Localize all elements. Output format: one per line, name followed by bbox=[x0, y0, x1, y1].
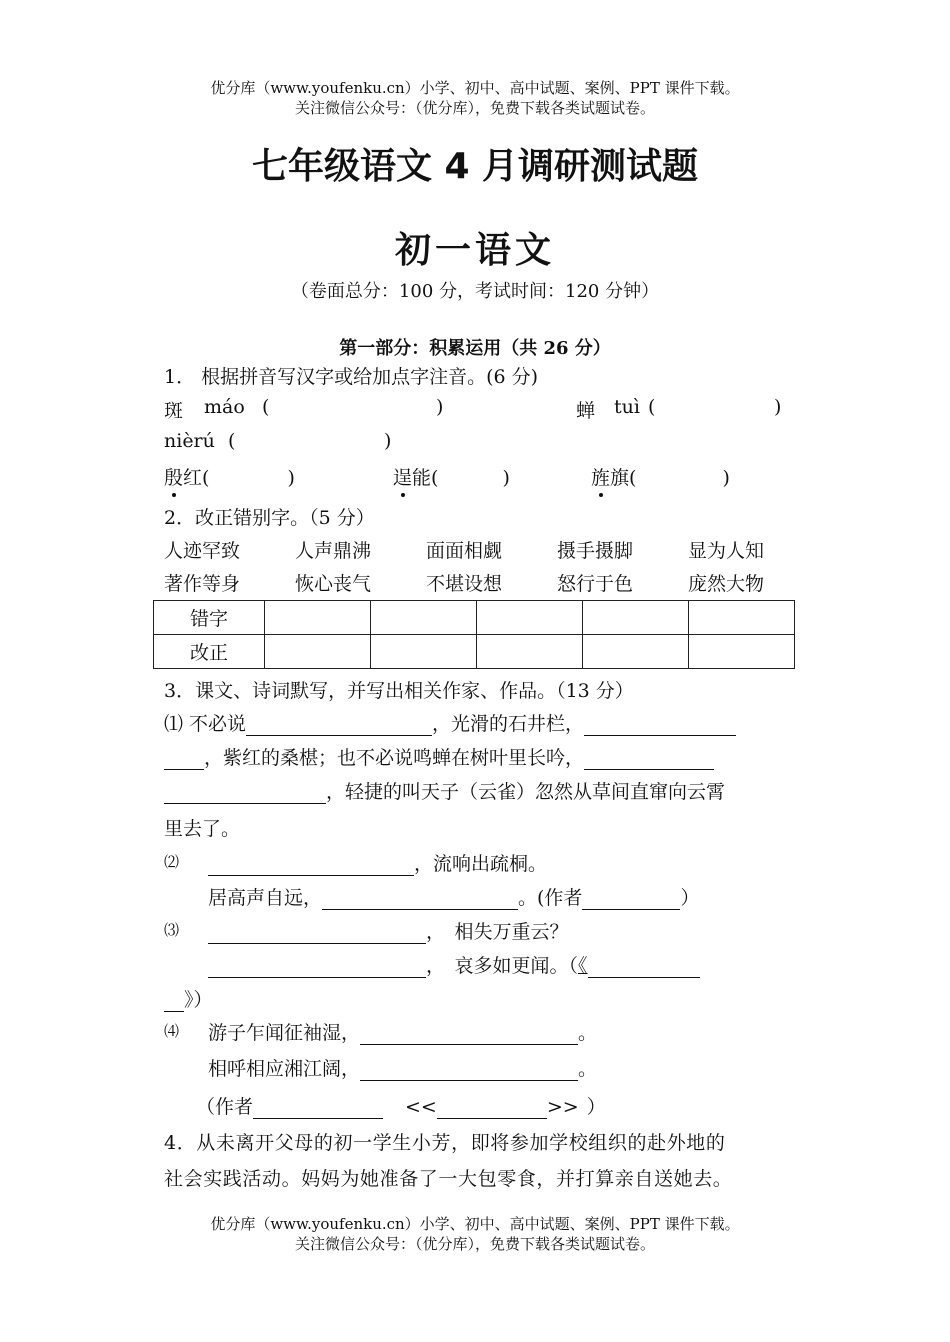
q1-d-rparen: ) bbox=[287, 467, 295, 489]
q2-word: 显为人知 bbox=[688, 540, 765, 562]
q2-word: 庞然大物 bbox=[688, 573, 765, 595]
q3-s3-text: 《 bbox=[578, 955, 588, 977]
header-line-2: 关注微信公众号：（优分库），免费下载各类试题试卷。 bbox=[294, 99, 655, 117]
table-row bbox=[154, 635, 795, 669]
q3-s4-text: >> bbox=[546, 1096, 579, 1118]
q1-c-lparen: ( bbox=[228, 430, 236, 452]
q1-a-answer[interactable] bbox=[272, 398, 432, 420]
q1-f-dotted-char: 旌 bbox=[591, 463, 610, 490]
q3-s3-blank-2[interactable] bbox=[208, 957, 426, 978]
q3-s1-line3 bbox=[164, 777, 725, 804]
q3-s2-author-blank[interactable] bbox=[582, 889, 680, 910]
q3-s4-author-blank[interactable] bbox=[253, 1098, 383, 1119]
q2-word: 恢心丧气 bbox=[295, 573, 372, 595]
q2-cell[interactable] bbox=[689, 635, 795, 669]
q3-s4-work-blank[interactable] bbox=[437, 1098, 547, 1119]
q1-f bbox=[591, 463, 730, 490]
q3-s4-text: 游子乍闻征袖湿， bbox=[208, 1022, 361, 1044]
q1-b-rparen: ) bbox=[774, 396, 782, 418]
q2-cell[interactable] bbox=[583, 635, 689, 669]
q2-answer-table bbox=[153, 600, 795, 669]
q1-e-char: 能 bbox=[412, 467, 432, 489]
q1-b-lparen: ( bbox=[648, 396, 656, 418]
q3-s4-text: ） bbox=[586, 1096, 606, 1118]
q2-cell[interactable] bbox=[689, 601, 795, 635]
q3-s3-work-blank[interactable] bbox=[588, 957, 700, 978]
q1-b-char: 蝉 bbox=[576, 400, 596, 422]
footer-line-2: 关注微信公众号：（优分库），免费下载各类试题试卷。 bbox=[294, 1235, 655, 1253]
q1-d-dotted-char: 殷 bbox=[164, 463, 183, 490]
q3-s4-text: << bbox=[405, 1096, 437, 1118]
part1-heading: 第一部分：积累运用（共 26 分） bbox=[339, 338, 611, 359]
q4-line-2: 社会实践活动。妈妈为她准备了一大包零食，并打算亲自送她去。 bbox=[164, 1168, 733, 1190]
q3-s1-text: ⑴ 不必说 bbox=[164, 713, 247, 735]
q1-f-rparen: ) bbox=[722, 467, 730, 489]
footer-line-1: 优分库（www.youfenku.cn）小学、初中、高中试题、案例、PPT 课件下载。 bbox=[210, 1215, 740, 1233]
q3-s4-blank-2[interactable] bbox=[360, 1060, 578, 1081]
q2-cell[interactable] bbox=[265, 635, 371, 669]
q2-cell[interactable] bbox=[265, 601, 371, 635]
q1-e-lparen: ( bbox=[431, 467, 439, 489]
q2-cell[interactable] bbox=[477, 635, 583, 669]
q2-word: 面面相觑 bbox=[426, 540, 503, 562]
q2-word: 人声鼎沸 bbox=[295, 540, 372, 562]
q3-s2-text: 。(作者 bbox=[518, 887, 583, 909]
q1-d-char: 红 bbox=[183, 467, 203, 489]
q3-s2-num: ⑵ bbox=[164, 853, 180, 871]
q2-word: 著作等身 bbox=[164, 573, 241, 595]
q3-s3-text: ， 哀多如更闻。（ bbox=[426, 955, 579, 977]
q3-s4-line2 bbox=[208, 1054, 597, 1081]
q3-s1-blank-2[interactable] bbox=[584, 715, 736, 736]
q1-e bbox=[393, 463, 510, 490]
q2-cell[interactable] bbox=[583, 601, 689, 635]
q3-s2-text: ） bbox=[680, 887, 700, 909]
q3-s2-blank-1[interactable] bbox=[208, 855, 414, 876]
q2-cell[interactable] bbox=[477, 601, 583, 635]
q3-s4-line3 bbox=[196, 1092, 606, 1119]
q2-word: 摄手摄脚 bbox=[557, 540, 634, 562]
q1-b-answer[interactable] bbox=[660, 398, 770, 420]
q1-a-lparen: ( bbox=[262, 396, 270, 418]
q3-s1-line2 bbox=[164, 743, 714, 770]
q3-s1-blank-1[interactable] bbox=[246, 715, 432, 736]
q3-s1-blank-3-cont[interactable] bbox=[164, 783, 326, 804]
header-line-1: 优分库（www.youfenku.cn）小学、初中、高中试题、案例、PPT 课件下载。 bbox=[210, 79, 740, 97]
q1-c-pinyin: nièrú bbox=[164, 430, 215, 452]
q2-row-label: 改正 bbox=[154, 635, 265, 669]
q2-word: 不堪设想 bbox=[426, 573, 503, 595]
q3-s3-blank-1[interactable] bbox=[208, 923, 426, 944]
q3-s4-text: 。 bbox=[578, 1058, 598, 1080]
q3-prompt: 3．课文、诗词默写，并写出相关作家、作品。（13 分） bbox=[164, 680, 634, 702]
q1-c-rparen: ) bbox=[384, 430, 392, 452]
q1-f-lparen: ( bbox=[629, 467, 637, 489]
q1-d bbox=[164, 463, 295, 490]
q3-s4-text: 。 bbox=[578, 1022, 598, 1044]
q2-row-label: 错字 bbox=[154, 601, 265, 635]
q2-word: 人迹罕致 bbox=[164, 540, 241, 562]
page-title: 七年级语文 4 月调研测试题 bbox=[251, 146, 699, 187]
q1-e-rparen: ) bbox=[502, 467, 510, 489]
q3-s3-text: ， 相失万重云？ bbox=[426, 921, 569, 943]
q3-s4-line1 bbox=[208, 1018, 597, 1045]
q3-s2-blank-2[interactable] bbox=[322, 889, 518, 910]
q3-s3-line3 bbox=[164, 985, 213, 1012]
q4-line-1: 4．从未离开父母的初一学生小芳，即将参加学校组织的赴外地的 bbox=[164, 1132, 726, 1154]
q3-s4-text: （作者 bbox=[196, 1096, 254, 1118]
q3-s3-num: ⑶ bbox=[164, 921, 180, 939]
q1-d-lparen: ( bbox=[202, 467, 210, 489]
q1-a-char: 斑 bbox=[164, 400, 184, 422]
q3-s2-line2 bbox=[208, 883, 699, 910]
q2-cell[interactable] bbox=[371, 601, 477, 635]
q1-e-dotted-char: 逞 bbox=[393, 463, 412, 490]
q3-s1-blank-2-cont[interactable] bbox=[164, 749, 204, 770]
q2-word: 怒行于色 bbox=[557, 573, 634, 595]
q3-s1-text: ，紫红的桑椹；也不必说鸣蝉在树叶里长吟， bbox=[204, 747, 585, 769]
q3-s4-blank-1[interactable] bbox=[360, 1024, 578, 1045]
q3-s4-text: 相呼相应湘江阔， bbox=[208, 1058, 361, 1080]
q1-c-answer[interactable] bbox=[240, 432, 380, 454]
q1-f-char: 旗 bbox=[610, 467, 630, 489]
q3-s3-line1 bbox=[208, 917, 569, 944]
exam-info: （卷面总分：100 分，考试时间：120 分钟） bbox=[290, 281, 660, 302]
q1-b-pinyin: tuì bbox=[614, 396, 640, 418]
q3-s2-text: 居高声自远， bbox=[208, 887, 323, 909]
q1-a-pinyin: máo bbox=[204, 396, 245, 418]
table-row bbox=[154, 601, 795, 635]
q3-s4-num: ⑷ bbox=[164, 1022, 180, 1040]
q1-prompt: 1． 根据拼音写汉字或给加点字注音。(6 分) bbox=[164, 366, 539, 388]
q3-s3-text: 》） bbox=[184, 989, 213, 1011]
q2-cell[interactable] bbox=[371, 635, 477, 669]
q3-s1-blank-3[interactable] bbox=[584, 749, 714, 770]
q3-s1-line1 bbox=[164, 709, 736, 736]
q2-prompt: 2．改正错别字。（5 分） bbox=[164, 507, 375, 529]
q3-s3-line2 bbox=[208, 951, 700, 978]
q1-a-rparen: ) bbox=[436, 396, 444, 418]
q3-s2-text: ，流响出疏桐。 bbox=[414, 853, 548, 875]
q3-s3-work-blank-cont[interactable] bbox=[164, 991, 184, 1012]
page-subtitle: 初一语文 bbox=[394, 229, 555, 271]
q3-s1-text: ，光滑的石井栏， bbox=[432, 713, 585, 735]
q3-s2-line1 bbox=[208, 849, 547, 876]
q3-s1-text: ，轻捷的叫天子（云雀）忽然从草间直窜向云霄 bbox=[326, 781, 726, 803]
q3-s1-line4: 里去了。 bbox=[164, 818, 241, 840]
